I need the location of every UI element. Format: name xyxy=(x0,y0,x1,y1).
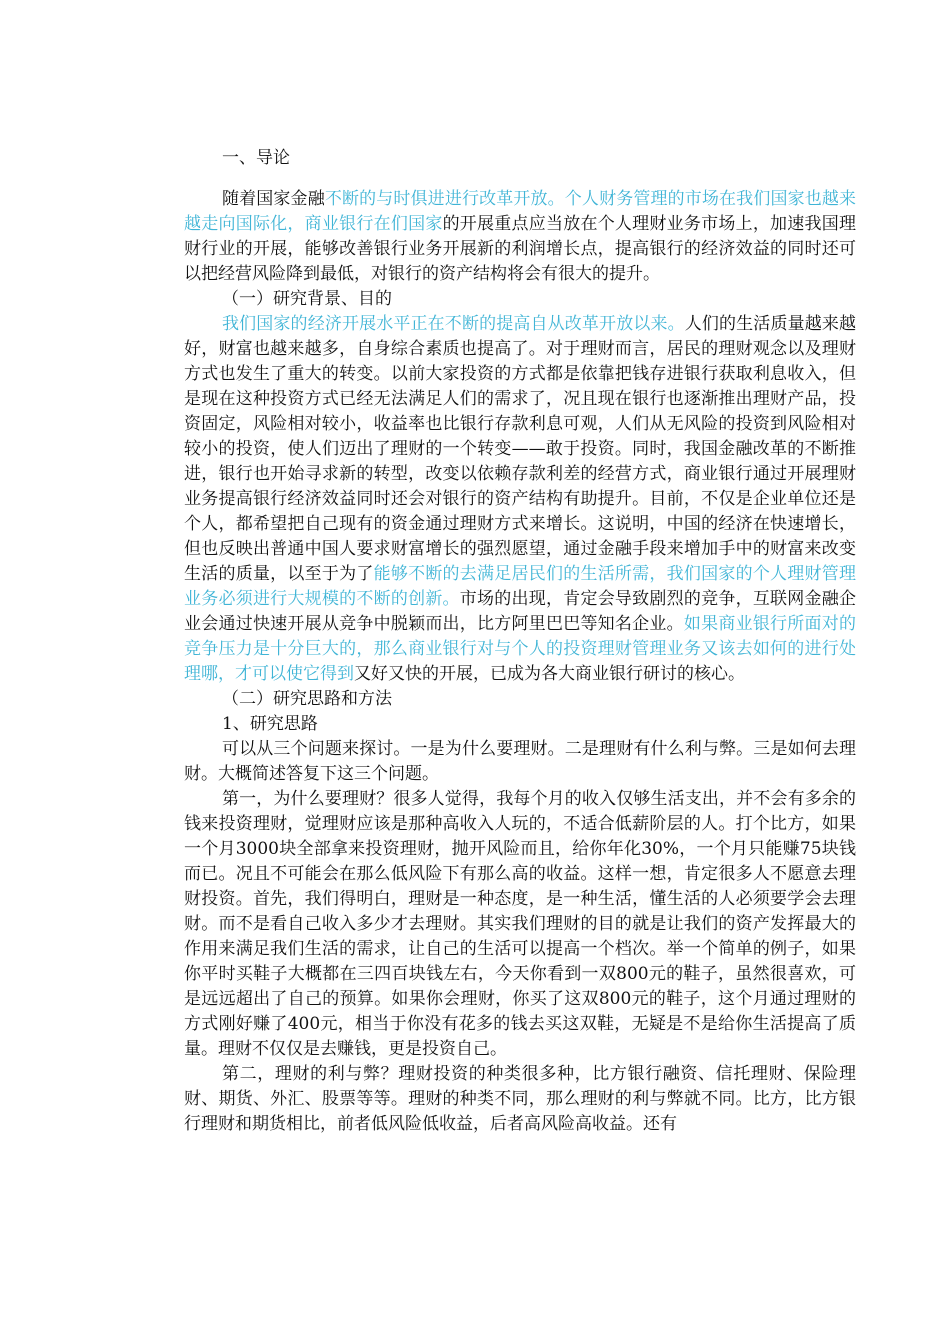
paragraph-intro xyxy=(184,187,856,287)
subsection-heading-background: （一）研究背景、目的 xyxy=(222,289,392,309)
text-run: 又好又快的开展，已成为各大商业银行研讨的核心。 xyxy=(354,664,745,684)
paragraph-pros-cons: 第二，理财的利与弊？理财投资的种类很多种，比方银行融资、信托理财、保险理财、期货、外汇、股票等等。理财的种类不同，那么理财的利与弊就不同。比方，比方银行理财和期货相比，前者低风险低收益，后者高风险高收益。还有 xyxy=(184,1064,856,1134)
subsection-heading-method: （二）研究思路和方法 xyxy=(222,689,392,709)
text-run: 人们的生活质量越来越好，财富也越来越多，自身综合素质也提高了。对于理财而言，居民的理财观念以及理财方式也发生了重大的转变。以前大家投资的方式都是依靠把钱存进银行获取利息收入，但是现在这种投资方式已经无法满足人们的需求了，况且现在银行也逐渐推出理财产品，投资固定，风险相对较小，收益率也比银行存款利息可观，人们从无风险的投资到风险相对较小的投资，使人们迈出了理财的一个转变——敢于投资。同时，我国金融改革的不断推进，银行也开始寻求新的转型，改变以依赖存款利差的经营方式，商业银行通过开展理财业务提高银行经济效益同时还会对银行的资产结构有助提升。目前，不仅是企业单位还是个人，都希望把自己现有的资金通过理财方式来增长。这说明，中国的经济在快速增长，但也反映出普通中国人要求财富增长的强烈愿望，通过金融手段来增加手中的财富来改变生活的质量，以至于为了 xyxy=(184,314,856,584)
text-run: 的开展重点应当放在个人理财业务市场上，加速我国理财行业的开展，能够改善银行业务开展新的利润增长点，提高银行的经济效益的同时还可以把经营风险降到最低，对银行的资产结构将会有很大的提升。 xyxy=(184,214,857,284)
paragraph-background xyxy=(184,312,856,687)
highlighted-text: 我们国家的经济开展水平正在不断的提高自从改革开放以来。 xyxy=(222,314,685,334)
paragraph-why-invest: 第一，为什么要理财？很多人觉得，我每个月的收入仅够生活支出，并不会有多余的钱来投资理财，觉理财应该是那种高收入人玩的，不适合低薪阶层的人。打个比方，如果一个月3000块全部拿来投资理财，抛开风险而且，给你年化30%，一个月只能赚75块钱而已。况且不可能会在那么低风险下有那么高的收益。这样一想，肯定很多人不愿意去理财投资。首先，我们得明白，理财是一种态度，是一种生活，懂生活的人必须要学会去理财。而不是看自己收入多少才去理财。其实我们理财的目的就是让我们的资产发挥最大的作用来满足我们生活的需求，让自己的生活可以提高一个档次。举一个简单的例子，如果你平时买鞋子大概都在三四百块钱左右，今天你看到一双800元的鞋子，虽然很喜欢，可是远远超出了自己的预算。如果你会理财，你买了这双800元的鞋子，这个月通过理财的方式刚好赚了400元，相当于你没有花多的钱去买这双鞋，无疑是不是给你生活提高了质量。理财不仅仅是去赚钱，更是投资自己。 xyxy=(184,789,856,1059)
section-heading-intro: 一、导论 xyxy=(222,148,290,168)
subsection-heading-approach: 1、研究思路 xyxy=(222,714,318,734)
highlighted-text: 不断的与时俱进进行改革开放。个人财务管理的市场在我们国家也越来越走向国际化，商业银行在们国家 xyxy=(184,189,857,234)
text-run: 随着国家金融 xyxy=(222,189,325,209)
highlighted-text: 如果商业银行所面对的竞争压力是十分巨大的，那么商业银行对与个人的投资理财管理业务又该去如何的进行处理哪，才可以使它得到 xyxy=(184,614,857,684)
document-body xyxy=(184,146,856,1137)
highlighted-text: 能够不断的去满足居民们的生活所需，我们国家的个人理财管理业务必须进行大规模的不断的创新。 xyxy=(184,564,857,609)
paragraph-questions: 可以从三个问题来探讨。一是为什么要理财。二是理财有什么利与弊。三是如何去理财。大概简述答复下这三个问题。 xyxy=(184,739,856,784)
text-run: 市场的出现，肯定会导致剧烈的竞争，互联网金融企业会通过快速开展从竞争中脱颖而出，比方阿里巴巴等知名企业。 xyxy=(184,589,857,634)
